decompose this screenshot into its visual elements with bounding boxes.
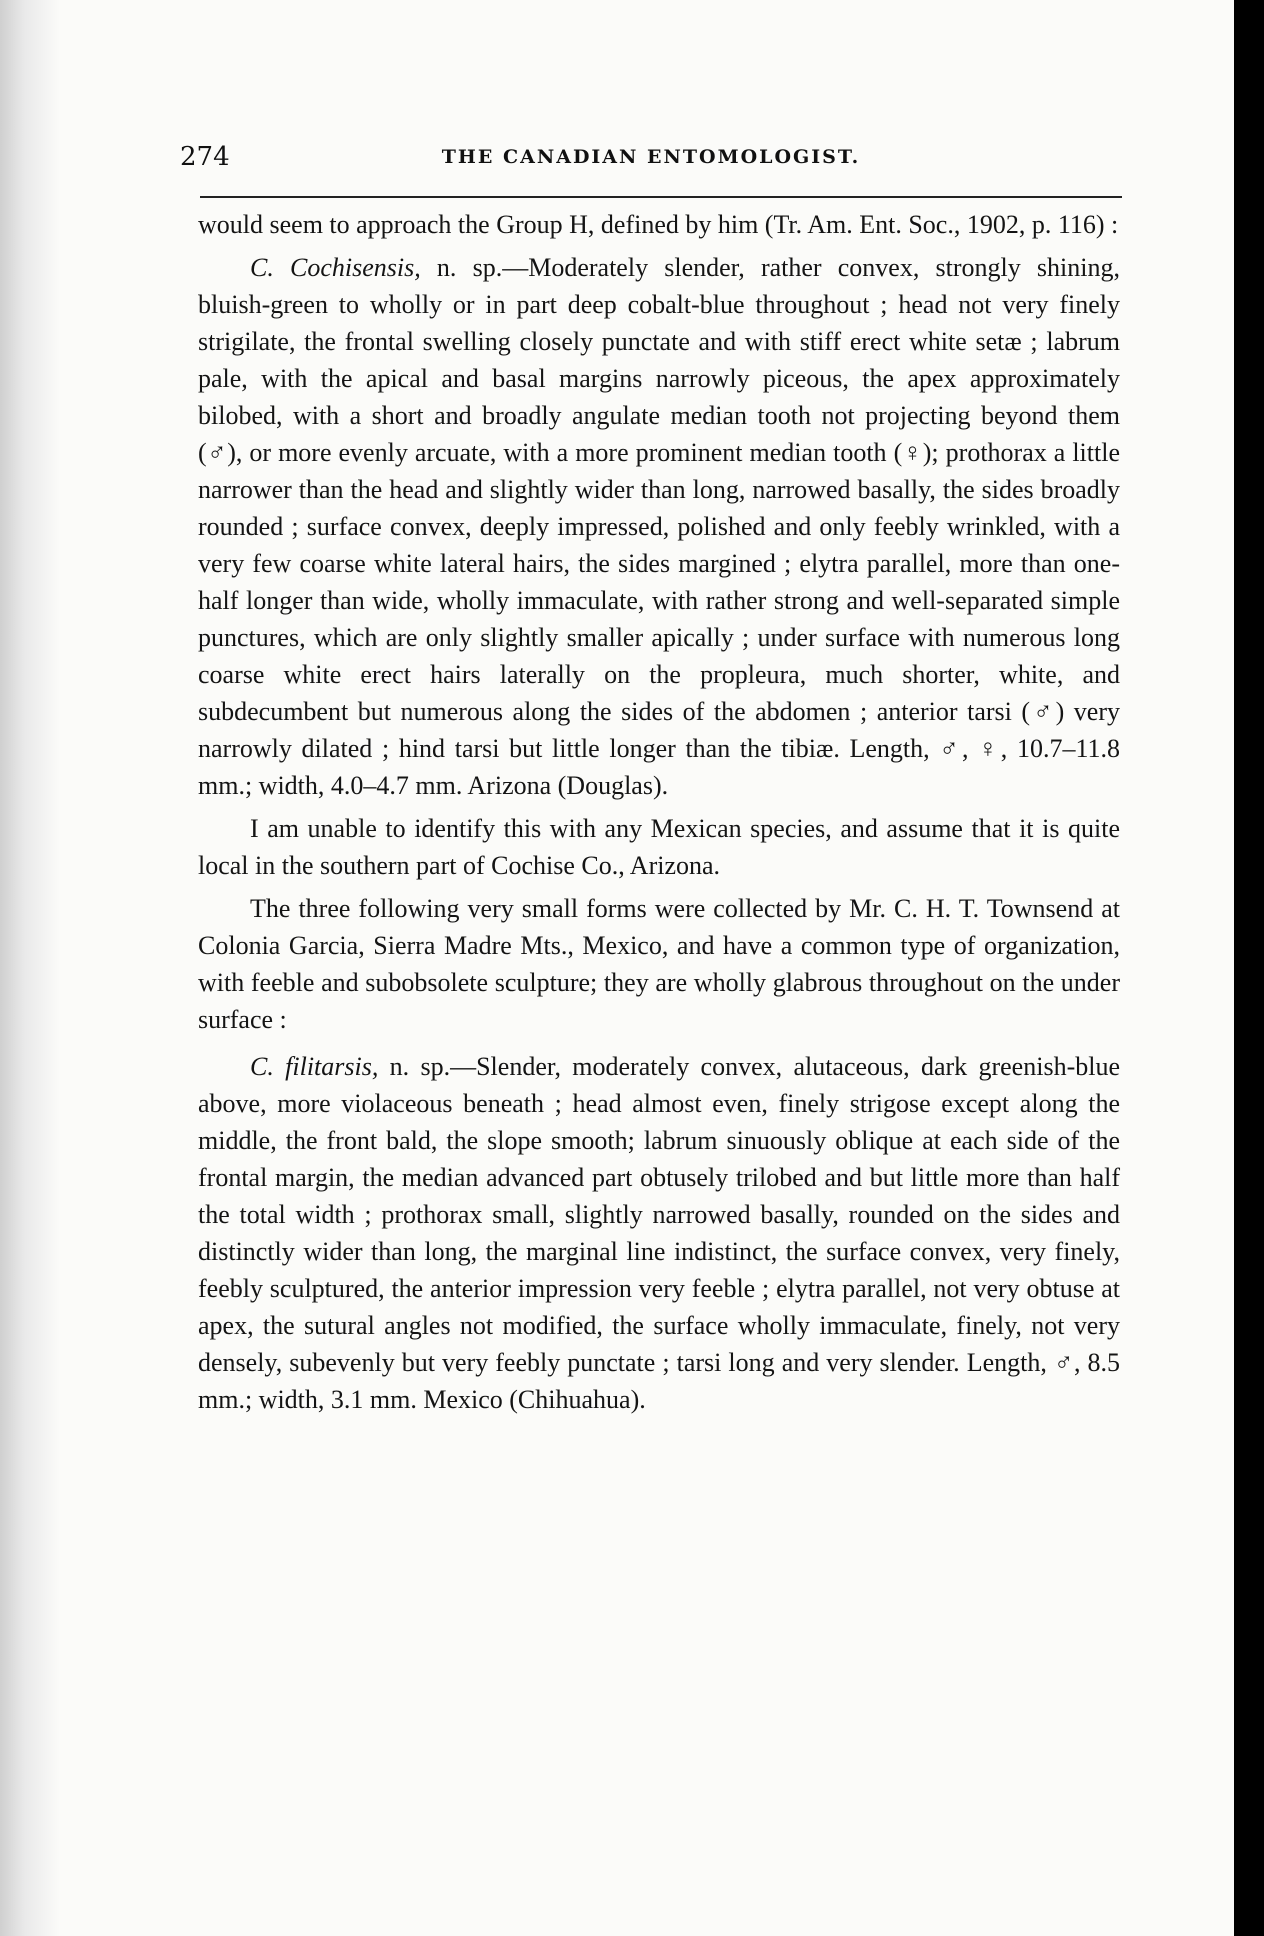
- page-gutter-shadow: [0, 0, 60, 1936]
- taxon-name: C. Cochisensis,: [250, 253, 421, 282]
- paragraph-text: would seem to approach the Group H, defined by him (Tr. Am. Ent. Soc., 1902, p. 116) :: [198, 210, 1119, 239]
- paragraph-text: I am unable to identify this with any Mexican species, and assume that it is quite local in the southern part of Cochise Co., Arizona.: [198, 814, 1120, 880]
- page-header: [180, 142, 1122, 182]
- header-rule: [200, 196, 1122, 198]
- paragraph-intro-forms: [198, 890, 1120, 1038]
- paragraph-text: n. sp.—Slender, moderately convex, alutaceous, dark greenish-blue above, more violaceous beneath ; head almost even, finely strigose except along the middle, the front bald, the slope smooth; labrum sinuously oblique at each side of the frontal margin, the median advanced part obtusely trilobed and but little more than half the total width ; prothorax small, slightly narrowed basally, rounded on the sides and distinctly wider than long, the marginal line indistinct, the surface convex, very finely, feebly sculptured, the anterior impression very feeble ; elytra parallel, not very obtuse at apex, the sutural angles not modified, the surface wholly immaculate, finely, not very densely, subevenly but very feebly punctate ; tarsi long and very slender. Length, ♂, 8.5 mm.; width, 3.1 mm. Mexico (Chihuahua).: [198, 1052, 1120, 1414]
- body-text: [198, 206, 1120, 1418]
- paragraph-text: The three following very small forms were collected by Mr. C. H. T. Townsend at Colonia Garcia, Sierra Madre Mts., Mexico, and have a common type of organization, with feeble and subobsolete sculpture; they are wholly glabrous throughout on the under surface :: [198, 894, 1120, 1034]
- taxon-name: C. filitarsis,: [250, 1052, 379, 1081]
- paragraph-continuation: [198, 206, 1120, 243]
- page-number: 274: [180, 142, 230, 172]
- paragraph-text: n. sp.—Moderately slender, rather convex, strongly shining, bluish-green to wholly or in part deep cobalt-blue throughout ; head not very finely strigilate, the frontal swelling closely punctate and with stiff erect white setæ ; labrum pale, with the apical and basal margins narrowly piceous, the apex approximately bilobed, with a short and broadly angulate median tooth not projecting beyond them (♂), or more evenly arcuate, with a more prominent median tooth (♀); prothorax a little narrower than the head and slightly wider than long, narrowed basally, the sides broadly rounded ; surface convex, deeply impressed, polished and only feebly wrinkled, with a very few coarse white lateral hairs, the sides margined ; elytra parallel, more than one-half longer than wide, wholly immaculate, with rather strong and well-separated simple punctures, which are only slightly smaller apically ; under surface with numerous long coarse white erect hairs laterally on the propleura, much shorter, white, and subdecumbent but numerous along the sides of the abdomen ; anterior tarsi (♂) very narrowly dilated ; hind tarsi but little longer than the tibiæ. Length, ♂, ♀, 10.7–11.8 mm.; width, 4.0–4.7 mm. Arizona (Douglas).: [198, 253, 1120, 800]
- scan-border: [1234, 0, 1264, 1936]
- paragraph-remark: [198, 810, 1120, 884]
- species-description-cochisensis: [198, 249, 1120, 804]
- species-description-filitarsis: [198, 1048, 1120, 1418]
- running-title: THE CANADIAN ENTOMOLOGIST.: [441, 146, 861, 168]
